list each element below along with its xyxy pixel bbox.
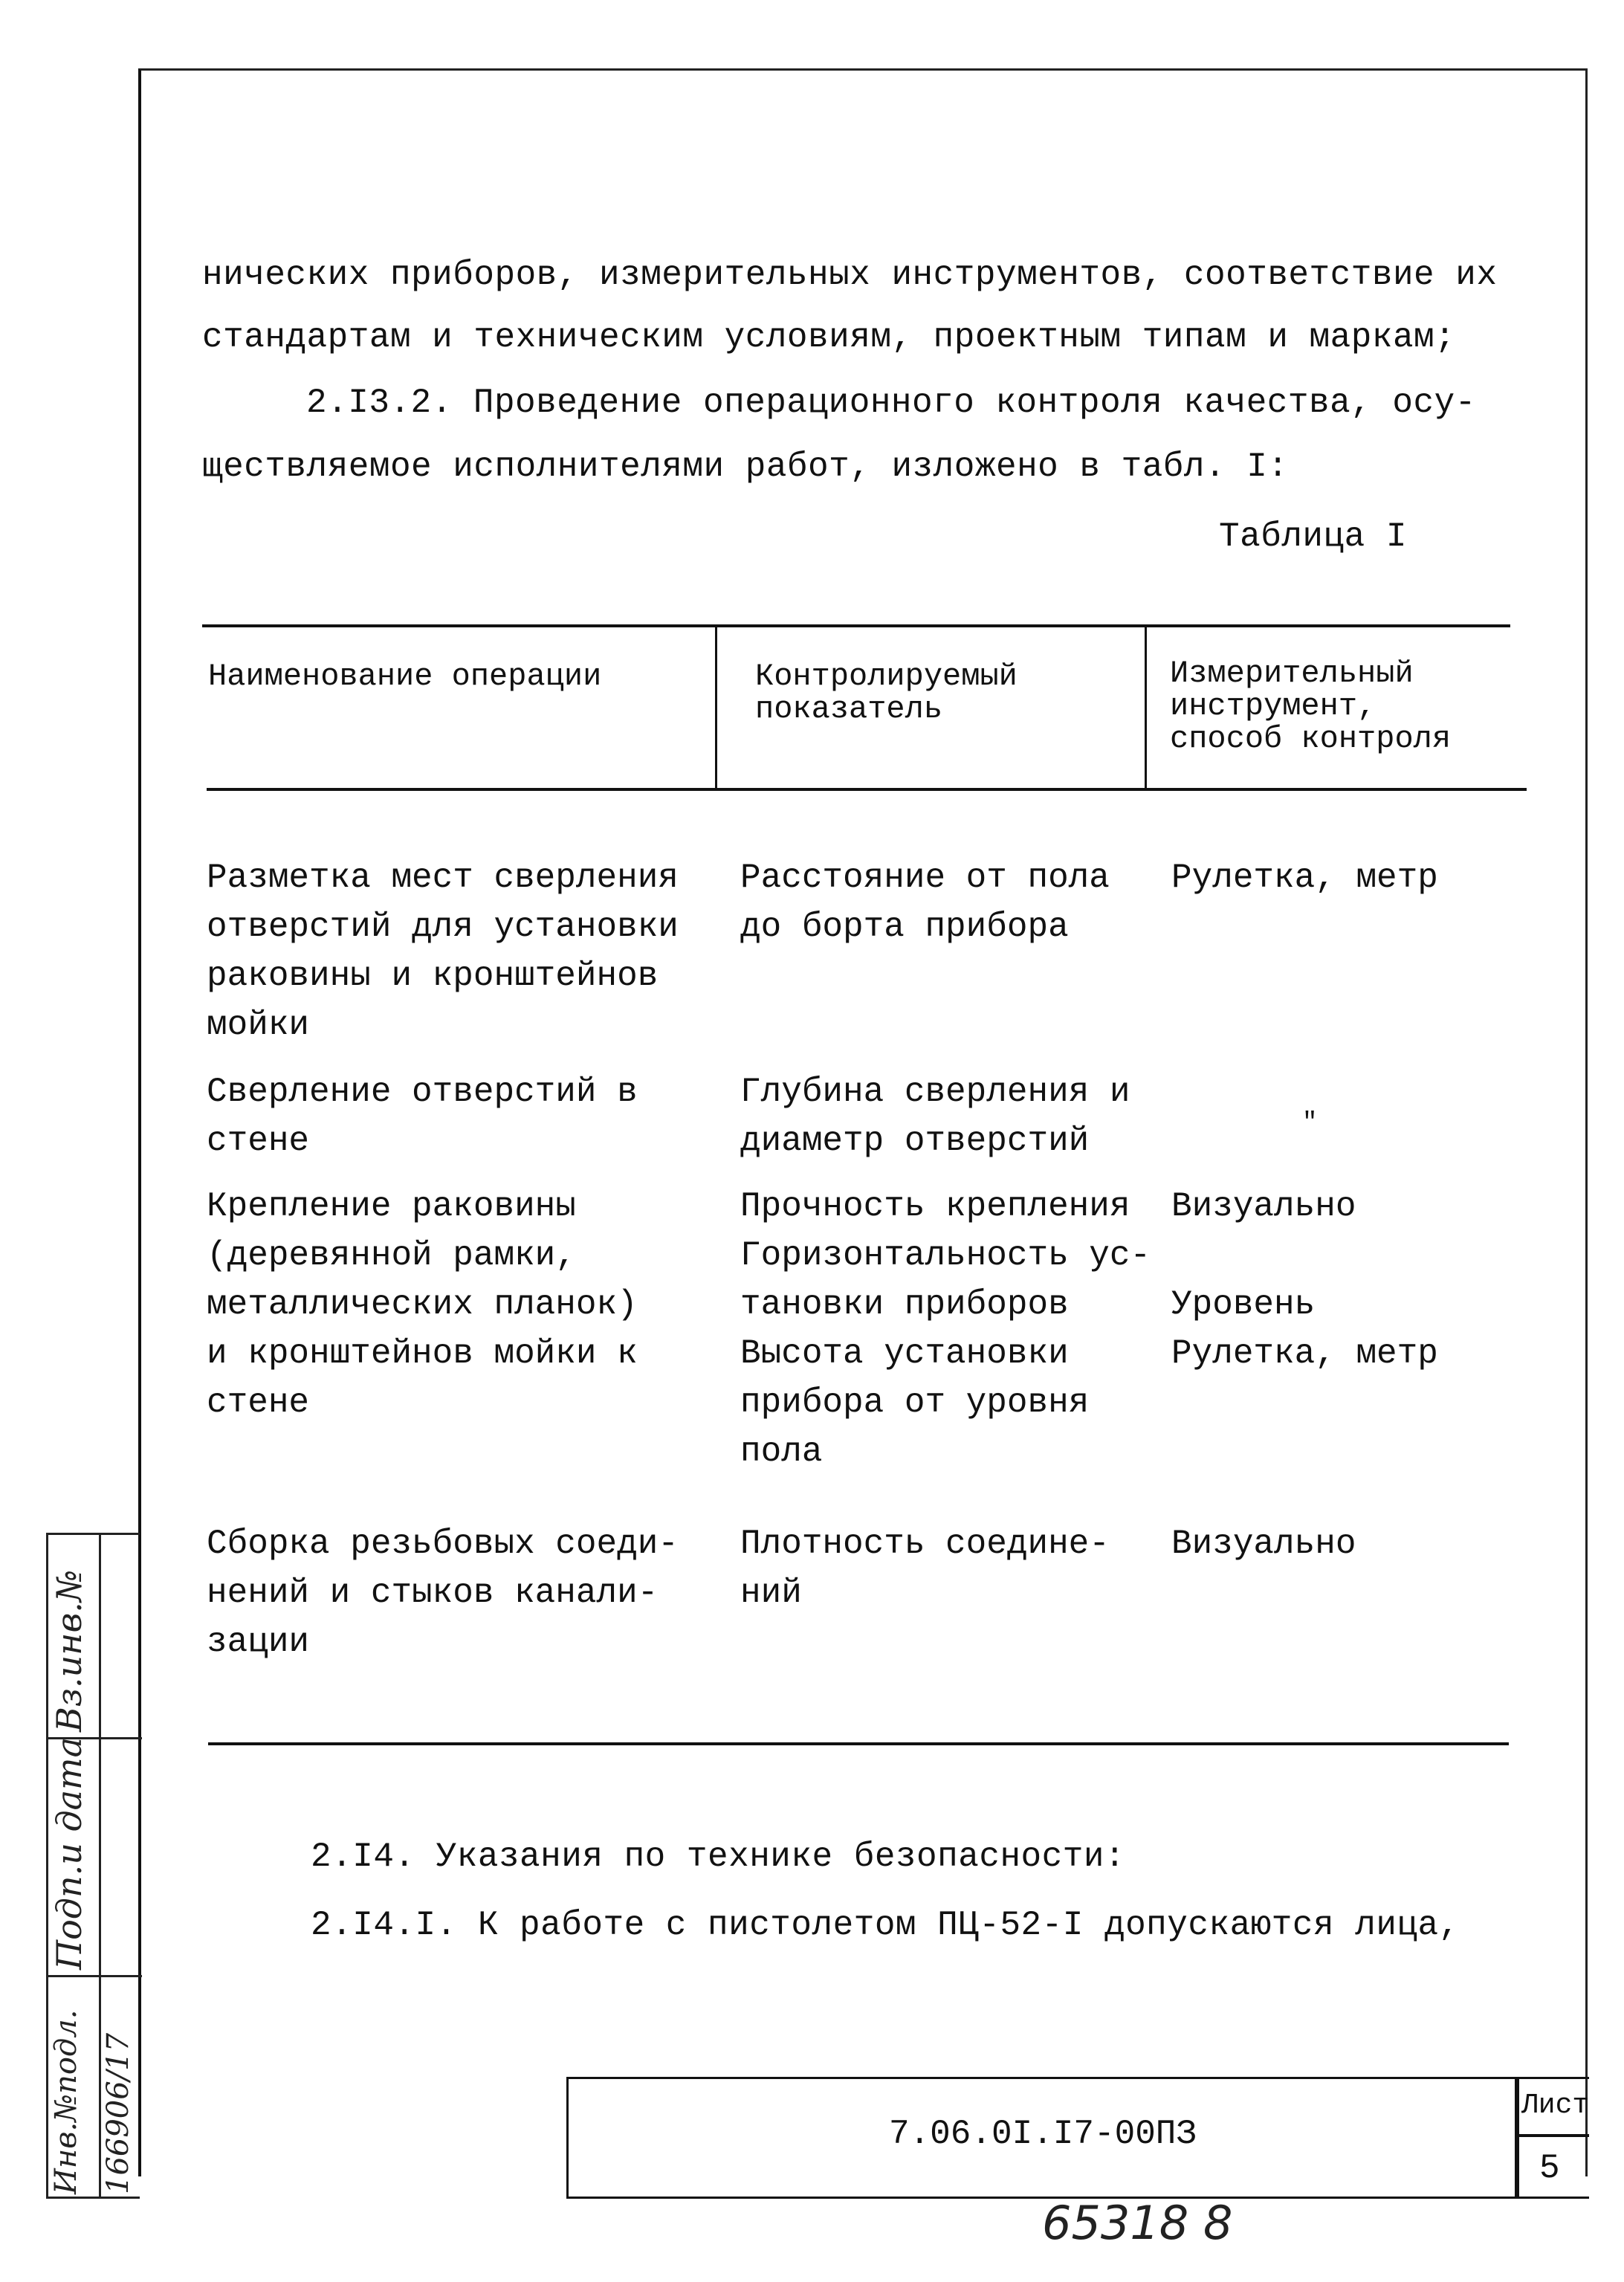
document-code: 7.06.0I.I7-00ПЗ <box>888 2115 1197 2153</box>
table-header-indicator: Контролируемый показатель <box>755 659 1018 727</box>
table-header-operation: Наименование операции <box>208 659 602 694</box>
side-label-vz-inv: Вз.инв.№ <box>49 1569 89 1732</box>
table-cell: Визуально <box>1171 1525 1356 1563</box>
body-line-3: 2.I3.2. Проведение операционного контроля качества, осу- <box>306 384 1476 422</box>
handwritten-number: 65318 8 <box>1042 2196 1233 2250</box>
table-cell: Расстояние от пола до борта прибора <box>740 859 1110 946</box>
sheet-number-cell <box>1515 2135 1589 2199</box>
table-caption: Таблица I <box>1219 517 1407 556</box>
table-cell: Крепление раковины (деревянной рамки, металлических планок) и кронштейнов мойки к стене <box>207 1187 638 1422</box>
section-item: 2.I4.I. К работе с пистолетом ПЦ-52-I допускаются лица, <box>311 1906 1460 1945</box>
side-label-inv-podl: Инв.№подл. <box>49 2009 83 2194</box>
table-top-rule <box>202 624 1510 627</box>
title-block <box>566 2077 1519 2199</box>
table-col-divider-1 <box>715 624 717 789</box>
sheet-label-cell <box>1515 2077 1589 2136</box>
side-label-podp-data: Подп.и дата <box>49 1736 89 1970</box>
body-line-2: стандартам и техническим условиям, проектным типам и маркам; <box>202 318 1456 357</box>
table-header-instrument: Измерительный инструмент, способ контроля <box>1170 656 1452 757</box>
table-cell: Разметка мест сверления отверстий для установки раковины и кронштейнов мойки <box>207 859 679 1044</box>
table-cell: Сверление отверстий в стене <box>207 1073 638 1160</box>
body-line-1: нических приборов, измерительных инструментов, соответствие их <box>202 256 1498 294</box>
table-cell: Сборка резьбовых соеди- нений и стыков канали- зации <box>207 1525 679 1661</box>
side-inv-number: 166906/17 <box>101 2032 135 2194</box>
sheet-number: 5 <box>1539 2149 1560 2188</box>
table-bottom-rule <box>208 1742 1509 1745</box>
section-heading: 2.I4. Указания по технике безопасности: <box>311 1837 1126 1876</box>
body-line-4: ществляемое исполнителями работ, изложено в табл. I: <box>202 447 1289 486</box>
table-cell: Прочность крепления Горизонтальность ус- тановки приборов Высота установки прибора от уровня пола <box>740 1187 1151 1471</box>
sheet-label: Лист <box>1521 2089 1590 2121</box>
table-cell: Плотность соедине- ний <box>740 1525 1110 1612</box>
table-cell: Глубина сверления и диаметр отверстий <box>740 1073 1130 1160</box>
table-cell: Рулетка, метр <box>1171 859 1438 897</box>
ditto-mark: " <box>1302 1109 1318 1137</box>
side-stamp-rule <box>48 1975 142 1977</box>
table-cell: Визуально Уровень Рулетка, метр <box>1171 1187 1438 1373</box>
table-col-divider-2 <box>1145 624 1147 789</box>
table-header-rule <box>207 788 1527 791</box>
